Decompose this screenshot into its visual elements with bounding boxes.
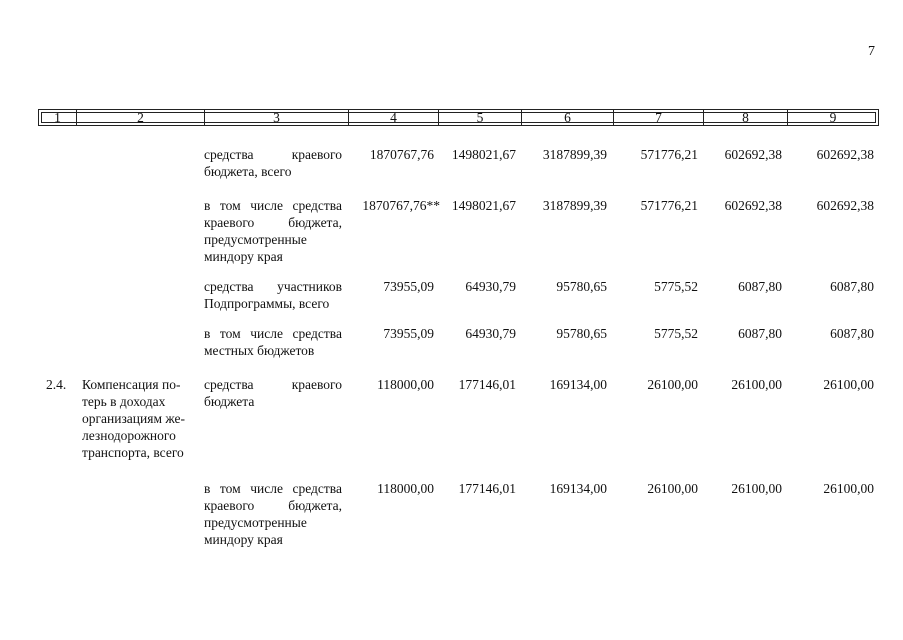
value-col-7: 26100,00 [647, 481, 698, 496]
value-col-8: 6087,80 [738, 326, 782, 341]
row-number: 2.4. [46, 377, 67, 392]
row-description-line: средства краевого [204, 377, 342, 392]
row-name-line: терь в доходах [82, 394, 166, 409]
value-col-7: 26100,00 [647, 377, 698, 392]
value-col-8: 602692,38 [724, 198, 782, 213]
header-col-8: 8 [704, 110, 788, 125]
row-description-line: предусмотренные [204, 515, 307, 530]
value-col-8: 26100,00 [731, 481, 782, 496]
value-col-6: 169134,00 [549, 481, 607, 496]
table-header [38, 109, 879, 126]
value-col-8: 26100,00 [731, 377, 782, 392]
value-col-4: 73955,09 [383, 326, 434, 341]
header-col-3: 3 [205, 110, 349, 125]
value-col-8: 6087,80 [738, 279, 782, 294]
header-col-5: 5 [439, 110, 522, 125]
value-col-8: 602692,38 [724, 147, 782, 162]
row-description-line: средства краевого [204, 147, 342, 162]
row-description-line: краевого бюджета, [204, 498, 342, 513]
row-description-line: в том числе средства [204, 326, 342, 341]
page-number: 7 [868, 44, 875, 59]
row-description-line: в том числе средства [204, 198, 342, 213]
value-col-5: 64930,79 [465, 279, 516, 294]
row-description-line: миндору края [204, 249, 283, 264]
value-col-5: 177146,01 [458, 377, 516, 392]
value-col-9: 602692,38 [816, 198, 874, 213]
row-name-line: лезнодорожного [82, 428, 176, 443]
value-col-7: 571776,21 [640, 198, 698, 213]
header-col-9: 9 [829, 110, 837, 125]
row-description-line: миндору края [204, 532, 283, 547]
value-col-5: 177146,01 [458, 481, 516, 496]
row-name-line: Компенсация по- [82, 377, 181, 392]
value-col-5: 1498021,67 [451, 198, 516, 213]
row-name-line: организациям же- [82, 411, 186, 426]
value-col-6: 169134,00 [549, 377, 607, 392]
value-col-4: 118000,00 [377, 481, 434, 496]
row-description-line: предусмотренные [204, 232, 307, 247]
value-col-7: 571776,21 [640, 147, 698, 162]
row-description-line: средства участников [204, 279, 342, 294]
value-col-6: 3187899,39 [542, 198, 607, 213]
value-col-5: 64930,79 [465, 326, 516, 341]
value-col-9: 6087,80 [830, 326, 874, 341]
value-col-9: 26100,00 [823, 377, 874, 392]
row-description-line: Подпрограммы, всего [204, 296, 330, 311]
value-col-6: 95780,65 [556, 279, 607, 294]
header-col-1: 1 [39, 110, 77, 125]
value-col-7: 5775,52 [654, 326, 698, 341]
value-col-9: 26100,00 [823, 481, 874, 496]
row-name-line: транспорта, всего [82, 445, 184, 460]
row-description-line: местных бюджетов [204, 343, 315, 358]
value-col-4: 1870767,76 [369, 147, 434, 162]
row-description-line: бюджета, всего [204, 164, 292, 179]
header-col-2: 2 [77, 110, 205, 125]
value-col-6: 95780,65 [556, 326, 607, 341]
value-col-4: 73955,09 [383, 279, 434, 294]
value-col-6: 3187899,39 [542, 147, 607, 162]
header-col-7: 7 [614, 110, 704, 125]
row-description-line: бюджета [204, 394, 255, 409]
value-col-9: 6087,80 [830, 279, 874, 294]
value-col-9: 602692,38 [816, 147, 874, 162]
value-col-7: 5775,52 [654, 279, 698, 294]
header-col-4: 4 [349, 110, 439, 125]
row-description-line: в том числе средства [204, 481, 342, 496]
value-col-4: 118000,00 [377, 377, 434, 392]
value-col-4: 1870767,76** [362, 198, 440, 213]
row-description-line: краевого бюджета, [204, 215, 342, 230]
value-col-5: 1498021,67 [451, 147, 516, 162]
header-col-6: 6 [522, 110, 614, 125]
